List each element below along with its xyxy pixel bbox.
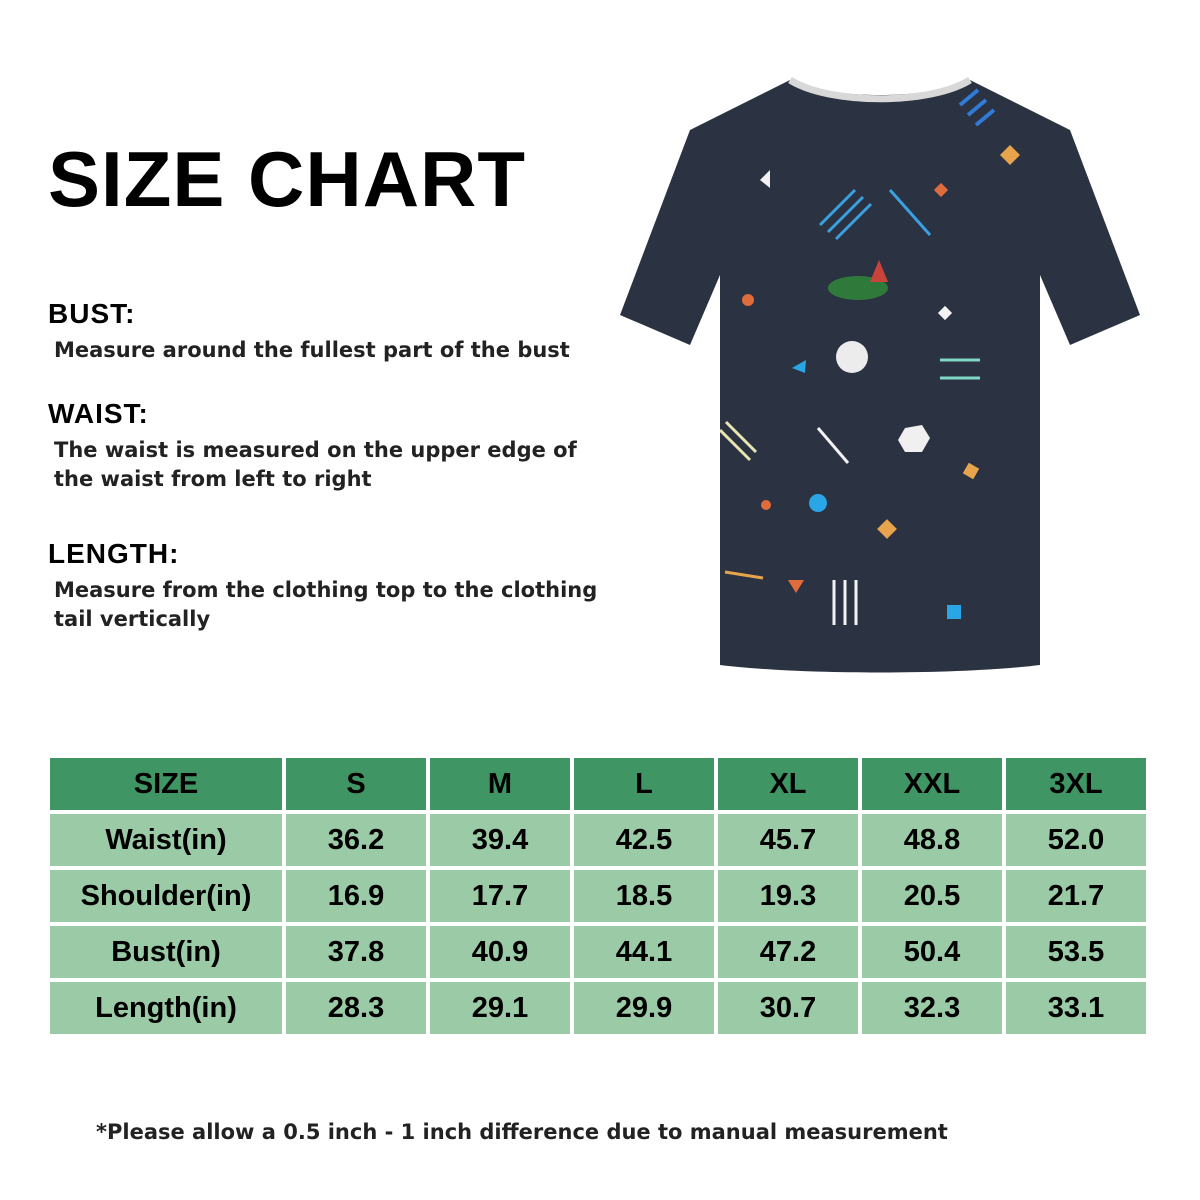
bust-section: [48, 298, 608, 365]
waist-section: [48, 398, 608, 494]
row-label: Shoulder(in): [50, 870, 282, 922]
table-cell: 50.4: [862, 926, 1002, 978]
table-cell: 17.7: [430, 870, 570, 922]
row-label: Waist(in): [50, 814, 282, 866]
table-header-cell: SIZE: [50, 758, 282, 810]
table-cell: 16.9: [286, 870, 426, 922]
length-description-line2: tail vertically: [54, 607, 211, 631]
table-header-cell: S: [286, 758, 426, 810]
length-description-line1: Measure from the clothing top to the clothing: [54, 578, 598, 602]
table-cell: 20.5: [862, 870, 1002, 922]
table-cell: 29.9: [574, 982, 714, 1034]
table-header-row: [50, 758, 1146, 810]
table-cell: 37.8: [286, 926, 426, 978]
table-cell: 48.8: [862, 814, 1002, 866]
table-cell: 36.2: [286, 814, 426, 866]
table-row: [50, 982, 1146, 1034]
row-label: Length(in): [50, 982, 282, 1034]
table-cell: 29.1: [430, 982, 570, 1034]
table-cell: 45.7: [718, 814, 858, 866]
table-header-cell: L: [574, 758, 714, 810]
table-cell: 21.7: [1006, 870, 1146, 922]
waist-heading: WAIST:: [48, 398, 149, 429]
table-cell: 32.3: [862, 982, 1002, 1034]
table-header-cell: M: [430, 758, 570, 810]
row-label: Bust(in): [50, 926, 282, 978]
bust-heading: BUST:: [48, 298, 136, 329]
size-table: [46, 754, 1150, 1038]
table-cell: 44.1: [574, 926, 714, 978]
length-heading: LENGTH:: [48, 538, 180, 569]
table-row: [50, 814, 1146, 866]
table-cell: 39.4: [430, 814, 570, 866]
length-section: [48, 538, 608, 634]
table-row: [50, 870, 1146, 922]
table-cell: 53.5: [1006, 926, 1146, 978]
t-shirt-body: [620, 80, 1140, 673]
table-cell: 40.9: [430, 926, 570, 978]
table-cell: 33.1: [1006, 982, 1146, 1034]
table-row: [50, 926, 1146, 978]
waist-description: [54, 436, 608, 494]
bust-description: Measure around the fullest part of the bust: [54, 338, 570, 362]
table-header-cell: XL: [718, 758, 858, 810]
table-cell: 47.2: [718, 926, 858, 978]
measurement-note: *Please allow a 0.5 inch - 1 inch difference due to manual measurement: [96, 1120, 948, 1144]
t-shirt-icon: [600, 60, 1160, 680]
waist-description-line1: The waist is measured on the upper edge of: [54, 438, 577, 462]
table-cell: 28.3: [286, 982, 426, 1034]
length-description: [54, 576, 608, 634]
table-cell: 30.7: [718, 982, 858, 1034]
table-cell: 42.5: [574, 814, 714, 866]
table-cell: 19.3: [718, 870, 858, 922]
table-header-cell: 3XL: [1006, 758, 1146, 810]
table-cell: 52.0: [1006, 814, 1146, 866]
table-header-cell: XXL: [862, 758, 1002, 810]
waist-description-line2: the waist from left to right: [54, 467, 372, 491]
page-title: SIZE CHART: [48, 135, 526, 223]
table-cell: 18.5: [574, 870, 714, 922]
